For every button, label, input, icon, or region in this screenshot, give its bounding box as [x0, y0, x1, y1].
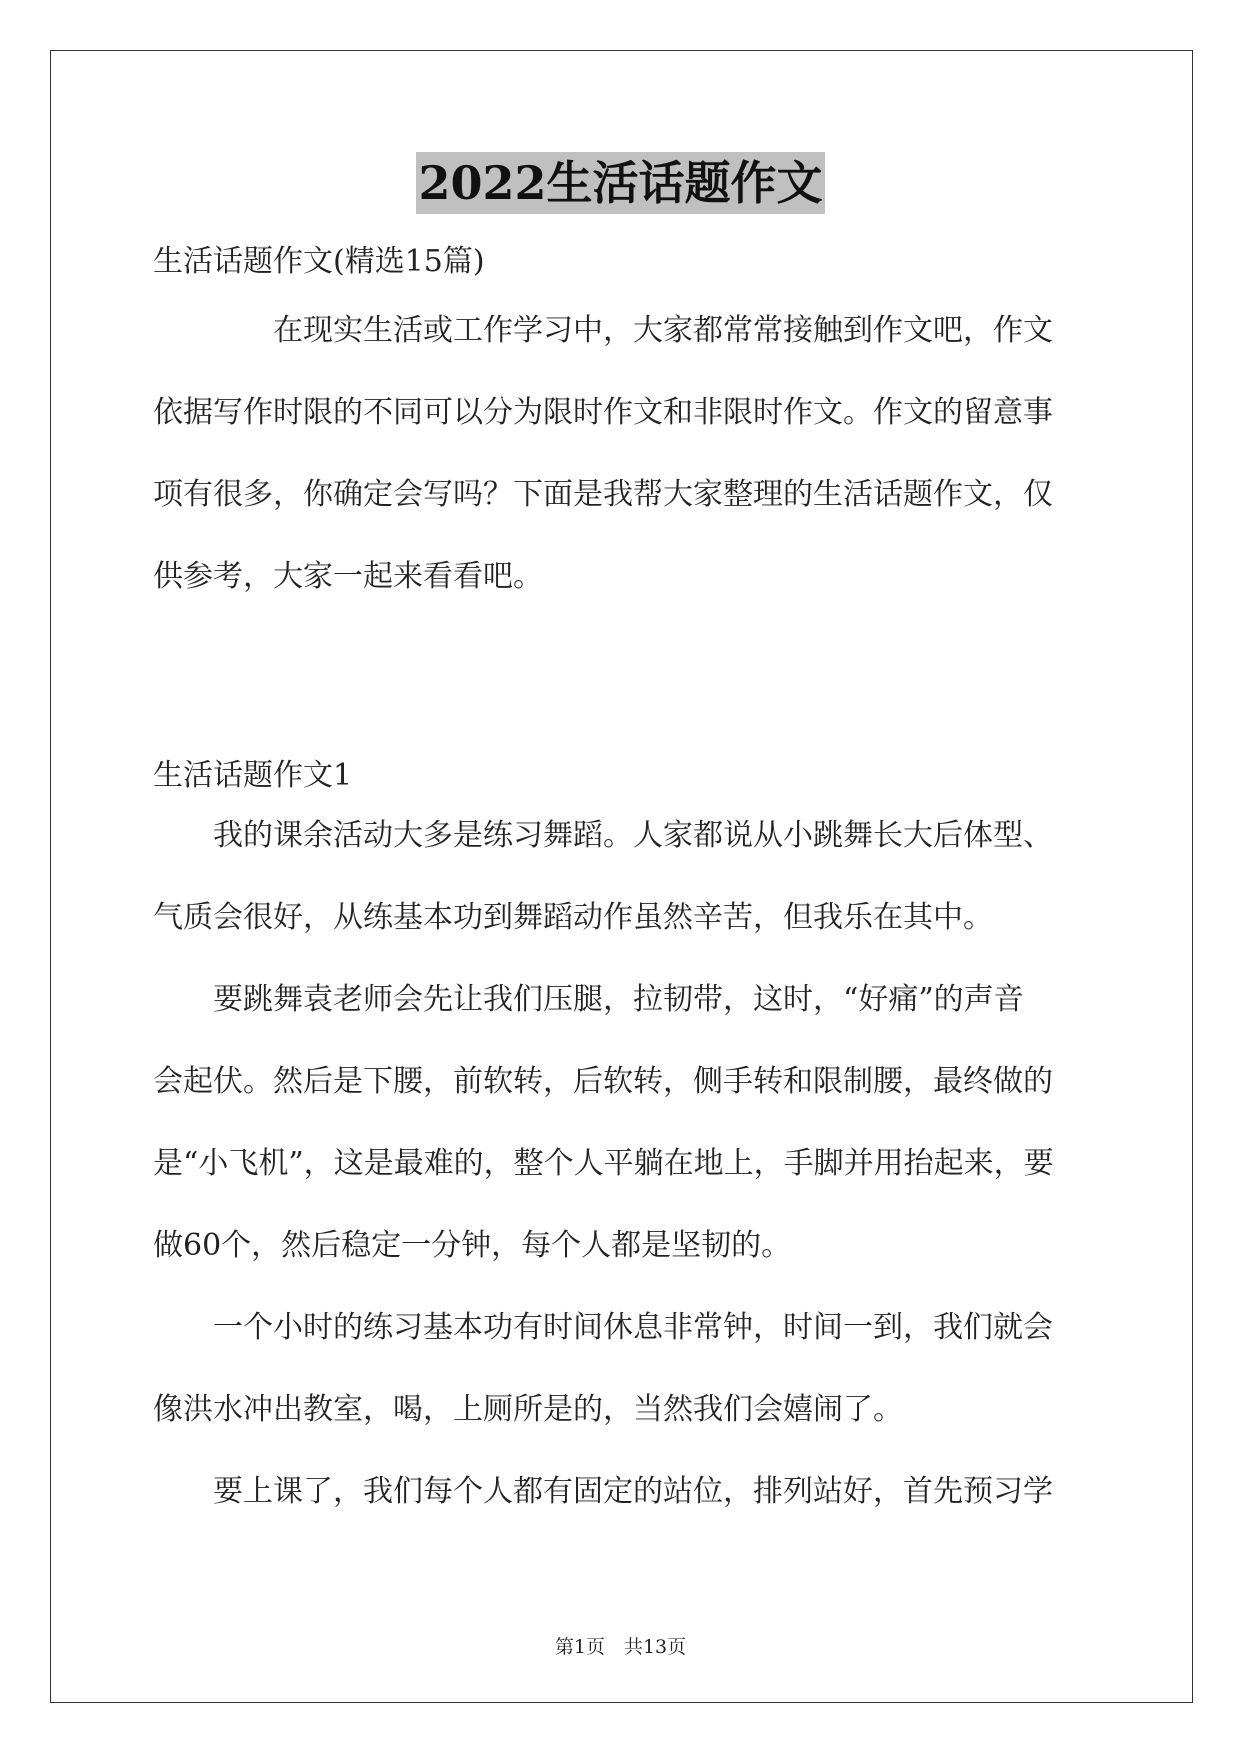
document-subtitle: 生活话题作文(精选15篇) [153, 244, 485, 279]
paragraph-line: 是“小飞机”，这是最难的，整个人平躺在地上，手脚并用抬起来，要 [153, 1146, 1054, 1181]
document-title: 2022生活话题作文 [416, 152, 824, 214]
intro-line: 项有很多，你确定会写吗？下面是我帮大家整理的生活话题作文，仅 [153, 477, 1053, 512]
paragraph-line: 要跳舞袁老师会先让我们压腿，拉韧带，这时，“好痛”的声音 [153, 982, 1024, 1017]
intro-paragraph [153, 290, 1093, 618]
paragraph-line: 我的课余活动大多是练习舞蹈。人家都说从小跳舞长大后体型、 [153, 818, 1053, 853]
paragraph-1 [153, 795, 1093, 959]
paragraph-line: 做60个，然后稳定一分钟，每个人都是坚韧的。 [153, 1228, 792, 1263]
intro-line: 依据写作时限的不同可以分为限时作文和非限时作文。作文的留意事 [153, 395, 1053, 430]
intro-line: 在现实生活或工作学习中，大家都常常接触到作文吧，作文 [153, 313, 1053, 348]
paragraph-line: 气质会很好，从练基本功到舞蹈动作虽然辛苦，但我乐在其中。 [153, 900, 993, 935]
paragraph-line: 会起伏。然后是下腰，前软转，后软转，侧手转和限制腰，最终做的 [153, 1064, 1053, 1099]
section-heading: 生活话题作文1 [153, 758, 353, 793]
intro-line: 供参考，大家一起来看看吧。 [153, 559, 543, 594]
paragraph-line: 要上课了，我们每个人都有固定的站位，排列站好，首先预习学 [153, 1474, 1053, 1509]
paragraph-4 [153, 1451, 1093, 1533]
page-footer: 第1页 共13页 [554, 1636, 687, 1658]
paragraph-2 [153, 959, 1093, 1287]
paragraph-3 [153, 1287, 1093, 1451]
title-container [0, 152, 1241, 214]
paragraph-line: 一个小时的练习基本功有时间休息非常钟，时间一到，我们就会 [153, 1310, 1053, 1345]
paragraph-line: 像洪水冲出教室，喝，上厕所是的，当然我们会嬉闹了。 [153, 1392, 903, 1427]
